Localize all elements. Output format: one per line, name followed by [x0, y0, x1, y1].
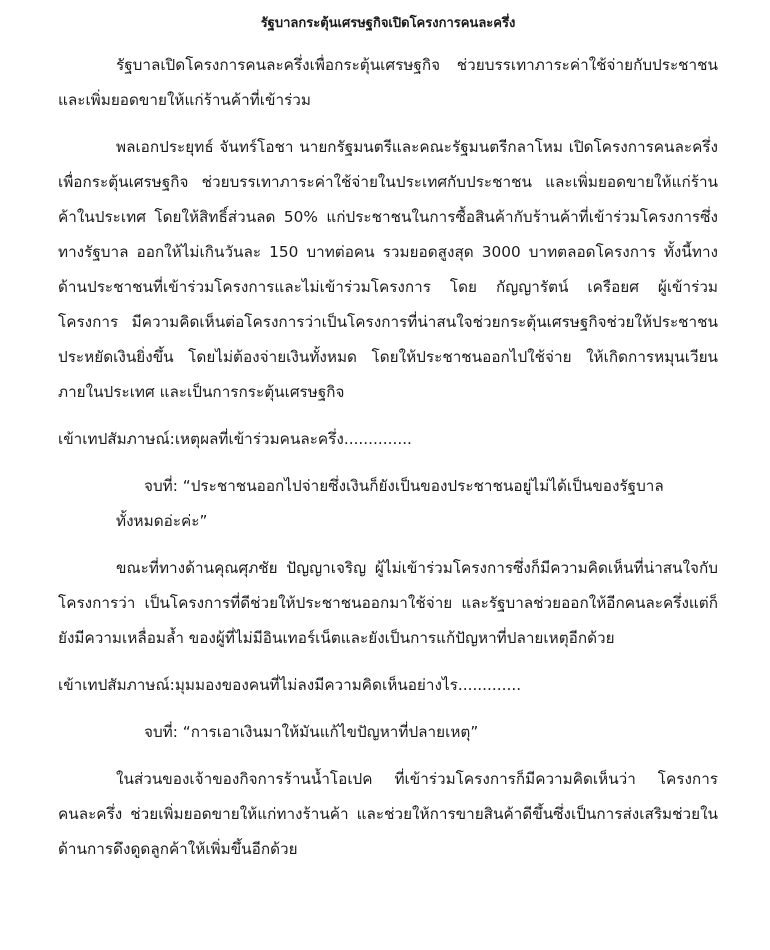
paragraph-opponent: ขณะที่ทางด้านคุณศุภชัย ปัญญาเจริญ ผู้ไม่เข้าร่วมโครงการซึ่งก็มีความคิดเห็นที่น่าสนใจกับโครงการว่า เป็นโครงการที่ดีช่วยให้ประชาชนออกมาใช้จ่าย และรัฐบาลช่วยออกให้อีกคนละครึ่งแต่ก็ยังมีความเหลื่อมล้ำ ของผู้ที่ไม่มีอินเทอร์เน็ตและยังเป็นการแก้ปัญหาที่ปลายเหตุอีกด้วย: [58, 559, 718, 647]
interview-answer-1-line2: ทั้งหมดอ่ะค่ะ”: [116, 512, 208, 530]
interview-answer-1-line1: จบที่: “ประชาชนออกไปจ่ายซึ่งเงินก็ยังเป็นของประชาชนอยู่ไม่ได้เป็นของรัฐบาล: [144, 477, 664, 495]
paragraph-intro: รัฐบาลเปิดโครงการคนละครึ่งเพื่อกระตุ้นเศรษฐกิจ ช่วยบรรเทาภาระค่าใช้จ่ายกับประชาชนและเพิ่มยอดขายให้แก่ร้านค้าที่เข้าร่วม: [58, 56, 718, 109]
interview-question-2: เข้าเทปสัมภาษณ์:มุมมองของคนที่ไม่ลงมีความคิดเห็นอย่างไร.............: [58, 676, 522, 694]
document-title: รัฐบาลกระตุ้นเศรษฐกิจเปิดโครงการคนละครึ่ง: [260, 16, 516, 31]
interview-answer-2: จบที่: “การเอาเงินมาให้มันแก้ไขปัญหาที่ปลายเหตุ”: [144, 723, 479, 741]
interview-question-1: เข้าเทปสัมภาษณ์:เหตุผลที่เข้าร่วมคนละครึ่ง..............: [58, 430, 412, 448]
paragraph-main: พลเอกประยุทธ์ จันทร์โอชา นายกรัฐมนตรีและคณะรัฐมนตรีกลาโหม เปิดโครงการคนละครึ่งเพื่อกระตุ้นเศรษฐกิจ ช่วยบรรเทาภาระค่าใช้จ่ายในประเทศกับประชาชน และเพิ่มยอดขายให้แก่ร้านค้าในประเทศ โดยให้สิทธิ์ส่วนลด 50% แก่ประชาชนในการซื้อสินค้ากับร้านค้าที่เข้าร่วมโครงการซึ่งทางรัฐบาล ออกให้ไม่เกินวันละ 150 บาทต่อคน รวมยอดสูงสุด 3000 บาทตลอดโครงการ ทั้งนี้ทางด้านประชาชนที่เข้าร่วมโครงการและไม่เข้าร่วมโครงการ โดย กัญญารัตน์ เครือยศ ผู้เข้าร่วมโครงการ มีความคิดเห็นต่อโครงการว่าเป็นโครงการที่น่าสนใจช่วยกระตุ้นเศรษฐกิจช่วยให้ประชาชนประหยัดเงินยิ่งขึ้น โดยไม่ต้องจ่ายเงินทั้งหมด โดยให้ประชาชนออกไปใช้จ่าย ให้เกิดการหมุนเวียนภายในประเทศ และเป็นการกระตุ้นเศรษฐกิจ: [58, 138, 718, 401]
paragraph-shop-owner: ในส่วนของเจ้าของกิจการร้านน้ำโอเปค ที่เข้าร่วมโครงการก็มีความคิดเห็นว่า โครงการคนละครึ่ง ช่วยเพิ่มยอดขายให้แก่ทางร้านค้า และช่วยให้การขายสินค้าดีขึ้นซึ่งเป็นการส่งเสริมช่วยในด้านการดึงดูดลูกค้าให้เพิ่มขึ้นอีกด้วย: [58, 770, 718, 858]
interview-answer-1: [58, 469, 718, 539]
